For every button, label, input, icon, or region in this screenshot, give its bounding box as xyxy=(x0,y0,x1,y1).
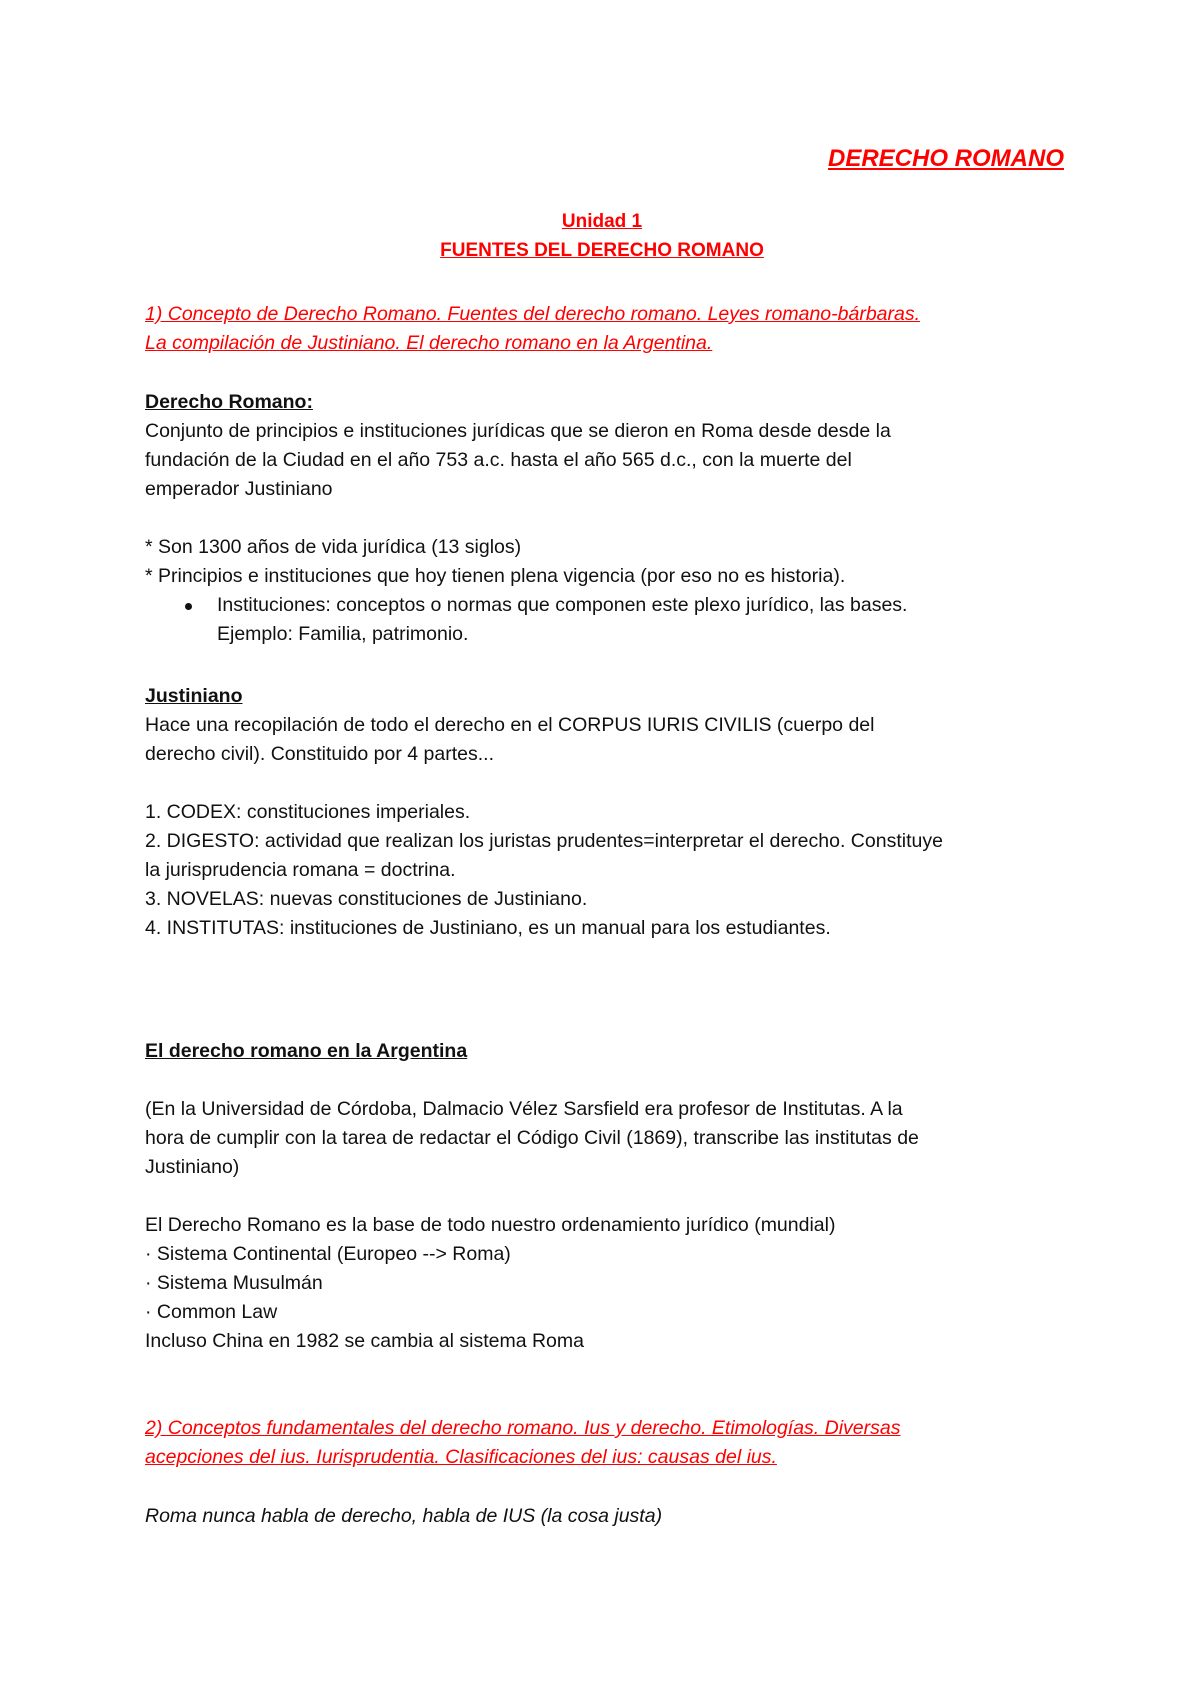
bullet-line: Instituciones: conceptos o normas que componen este plexo jurídico, las bases. xyxy=(217,594,908,616)
justiniano-heading: Justiniano xyxy=(145,685,243,707)
section-1-heading-line: 1) Concepto de Derecho Romano. Fuentes del derecho romano. Leyes romano-bárbaras. xyxy=(145,303,921,325)
justiniano-section xyxy=(145,682,1065,943)
definition-line: Conjunto de principios e instituciones jurídicas que se dieron en Roma desde desde la xyxy=(145,420,891,442)
unit-subtitle: FUENTES DEL DERECHO ROMANO xyxy=(440,240,764,261)
section-2-note: Roma nunca habla de derecho, habla de IUS (la cosa justa) xyxy=(145,1505,663,1527)
base-line: Incluso China en 1982 se cambia al sistema Roma xyxy=(145,1330,584,1352)
bullet-item xyxy=(145,591,1065,649)
section-1-heading xyxy=(145,300,1065,358)
part-line: la jurisprudencia romana = doctrina. xyxy=(145,859,456,881)
paragraph-line: hora de cumplir con la tarea de redactar el Código Civil (1869), transcribe las institutas de xyxy=(145,1127,919,1149)
base-line: · Common Law xyxy=(145,1301,278,1323)
section-1-heading-line: La compilación de Justiniano. El derecho romano en la Argentina. xyxy=(145,332,713,354)
definition-line: emperador Justiniano xyxy=(145,478,333,500)
bullet-line: Ejemplo: Familia, patrimonio. xyxy=(217,623,469,645)
intro-line: derecho civil). Constituido por 4 partes... xyxy=(145,743,495,765)
intro-line: Hace una recopilación de todo el derecho en el CORPUS IURIS CIVILIS (cuerpo del xyxy=(145,714,875,736)
note-line: * Son 1300 años de vida jurídica (13 siglos) xyxy=(145,536,522,558)
part-line: 2. DIGESTO: actividad que realizan los juristas prudentes=interpretar el derecho. Constituye xyxy=(145,830,943,852)
derecho-romano-heading: Derecho Romano: xyxy=(145,391,313,413)
derecho-romano-section xyxy=(145,388,1065,649)
paragraph-line: (En la Universidad de Córdoba, Dalmacio Vélez Sarsfield era profesor de Institutas. A la xyxy=(145,1098,903,1120)
argentina-heading: El derecho romano en la Argentina xyxy=(145,1040,468,1062)
section-2-heading-line: 2) Conceptos fundamentales del derecho romano. Ius y derecho. Etimologías. Diversas xyxy=(145,1417,901,1439)
argentina-section xyxy=(145,1037,1065,1356)
note-line: * Principios e instituciones que hoy tienen plena vigencia (por eso no es historia). xyxy=(145,565,846,587)
paragraph-line: Justiniano) xyxy=(145,1156,240,1178)
part-line: 4. INSTITUTAS: instituciones de Justiniano, es un manual para los estudiantes. xyxy=(145,917,831,939)
section-2-heading-line: acepciones del ius. Iurisprudentia. Clasificaciones del ius: causas del ius. xyxy=(145,1446,777,1468)
document-title: DERECHO ROMANO xyxy=(827,145,1064,172)
part-line: 1. CODEX: constituciones imperiales. xyxy=(145,801,471,823)
base-line: · Sistema Musulmán xyxy=(145,1272,323,1294)
bullet-dot-icon xyxy=(185,603,192,610)
section-2-heading xyxy=(145,1414,1065,1472)
base-line: · Sistema Continental (Europeo --> Roma) xyxy=(145,1243,511,1265)
part-line: 3. NOVELAS: nuevas constituciones de Justiniano. xyxy=(145,888,588,910)
base-line: El Derecho Romano es la base de todo nuestro ordenamiento jurídico (mundial) xyxy=(145,1214,836,1236)
unit-label: Unidad 1 xyxy=(561,211,643,232)
definition-line: fundación de la Ciudad en el año 753 a.c. hasta el año 565 d.c., con la muerte del xyxy=(145,449,852,471)
